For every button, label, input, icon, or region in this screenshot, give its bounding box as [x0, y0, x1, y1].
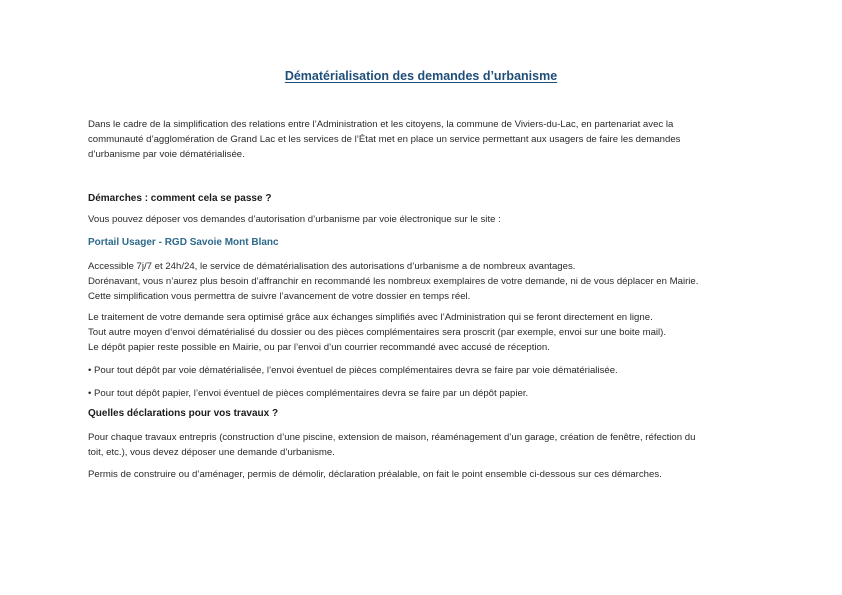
bullet-paper [88, 386, 768, 401]
access-line: Accessible 7j/7 et 24h/24, le service de dématérialisation des autorisations d’urbanisme a de nombreux avantages. [88, 261, 576, 272]
bullet-line: • Pour tout dépôt par voie dématérialisée, l’envoi éventuel de pièces complémentaires devra se faire par voie dématérialisée. [88, 365, 618, 376]
processing-line: Le traitement de votre demande sera optimisé grâce aux échanges simplifiés avec l’Administration qui se feront directement en ligne. [88, 312, 653, 323]
processing-paragraph [88, 310, 768, 355]
processing-line: Tout autre moyen d’envoi dématérialisé du dossier ou des pièces complémentaires sera proscrit (par exemple, envoi sur une boite mail). [88, 327, 667, 338]
permits-paragraph [88, 467, 768, 482]
works-line: Pour chaque travaux entrepris (construction d’une piscine, extension de maison, réaménagement d’un garage, création de fenêtre, réfection du [88, 432, 696, 443]
works-line: toit, etc.), vous devez déposer une demande d’urbanisme. [88, 447, 335, 458]
access-paragraph [88, 259, 768, 304]
bullet-line: • Pour tout dépôt papier, l’envoi éventuel de pièces complémentaires devra se faire par un dépôt papier. [88, 388, 529, 399]
works-paragraph [88, 430, 768, 460]
intro-line: d’urbanisme par voie dématérialisée. [88, 149, 245, 160]
access-line: Cette simplification vous permettra de suivre l’avancement de votre dossier en temps réel. [88, 291, 471, 302]
permits-line: Permis de construire ou d’aménager, permis de démolir, déclaration préalable, on fait le point ensemble ci-dessous sur ces démarches. [88, 469, 662, 480]
heading-demarches: Démarches : comment cela se passe ? [88, 193, 272, 204]
intro-paragraph [88, 117, 768, 162]
intro-line: communauté d’agglomération de Grand Lac et les services de l’État met en place un service permettant aux usagers de faire les demandes [88, 134, 681, 145]
deposit-paragraph [88, 212, 768, 227]
portal-link[interactable]: Portail Usager - RGD Savoie Mont Blanc [88, 237, 279, 248]
heading-declarations: Quelles déclarations pour vos travaux ? [88, 408, 279, 419]
page-title: Dématérialisation des demandes d’urbanisme [284, 69, 558, 83]
deposit-line: Vous pouvez déposer vos demandes d’autorisation d’urbanisme par voie électronique sur le site : [88, 214, 501, 225]
intro-line: Dans le cadre de la simplification des relations entre l’Administration et les citoyens, la commune de Viviers-du-Lac, en partenariat avec la [88, 119, 674, 130]
processing-line: Le dépôt papier reste possible en Mairie, ou par l’envoi d’un courrier recommandé avec accusé de réception. [88, 342, 550, 353]
access-line: Dorénavant, vous n’aurez plus besoin d’affranchir en recommandé les nombreux exemplaires de votre demande, ni de vous déplacer en Mairie. [88, 276, 699, 287]
bullet-dematerialized [88, 363, 768, 378]
